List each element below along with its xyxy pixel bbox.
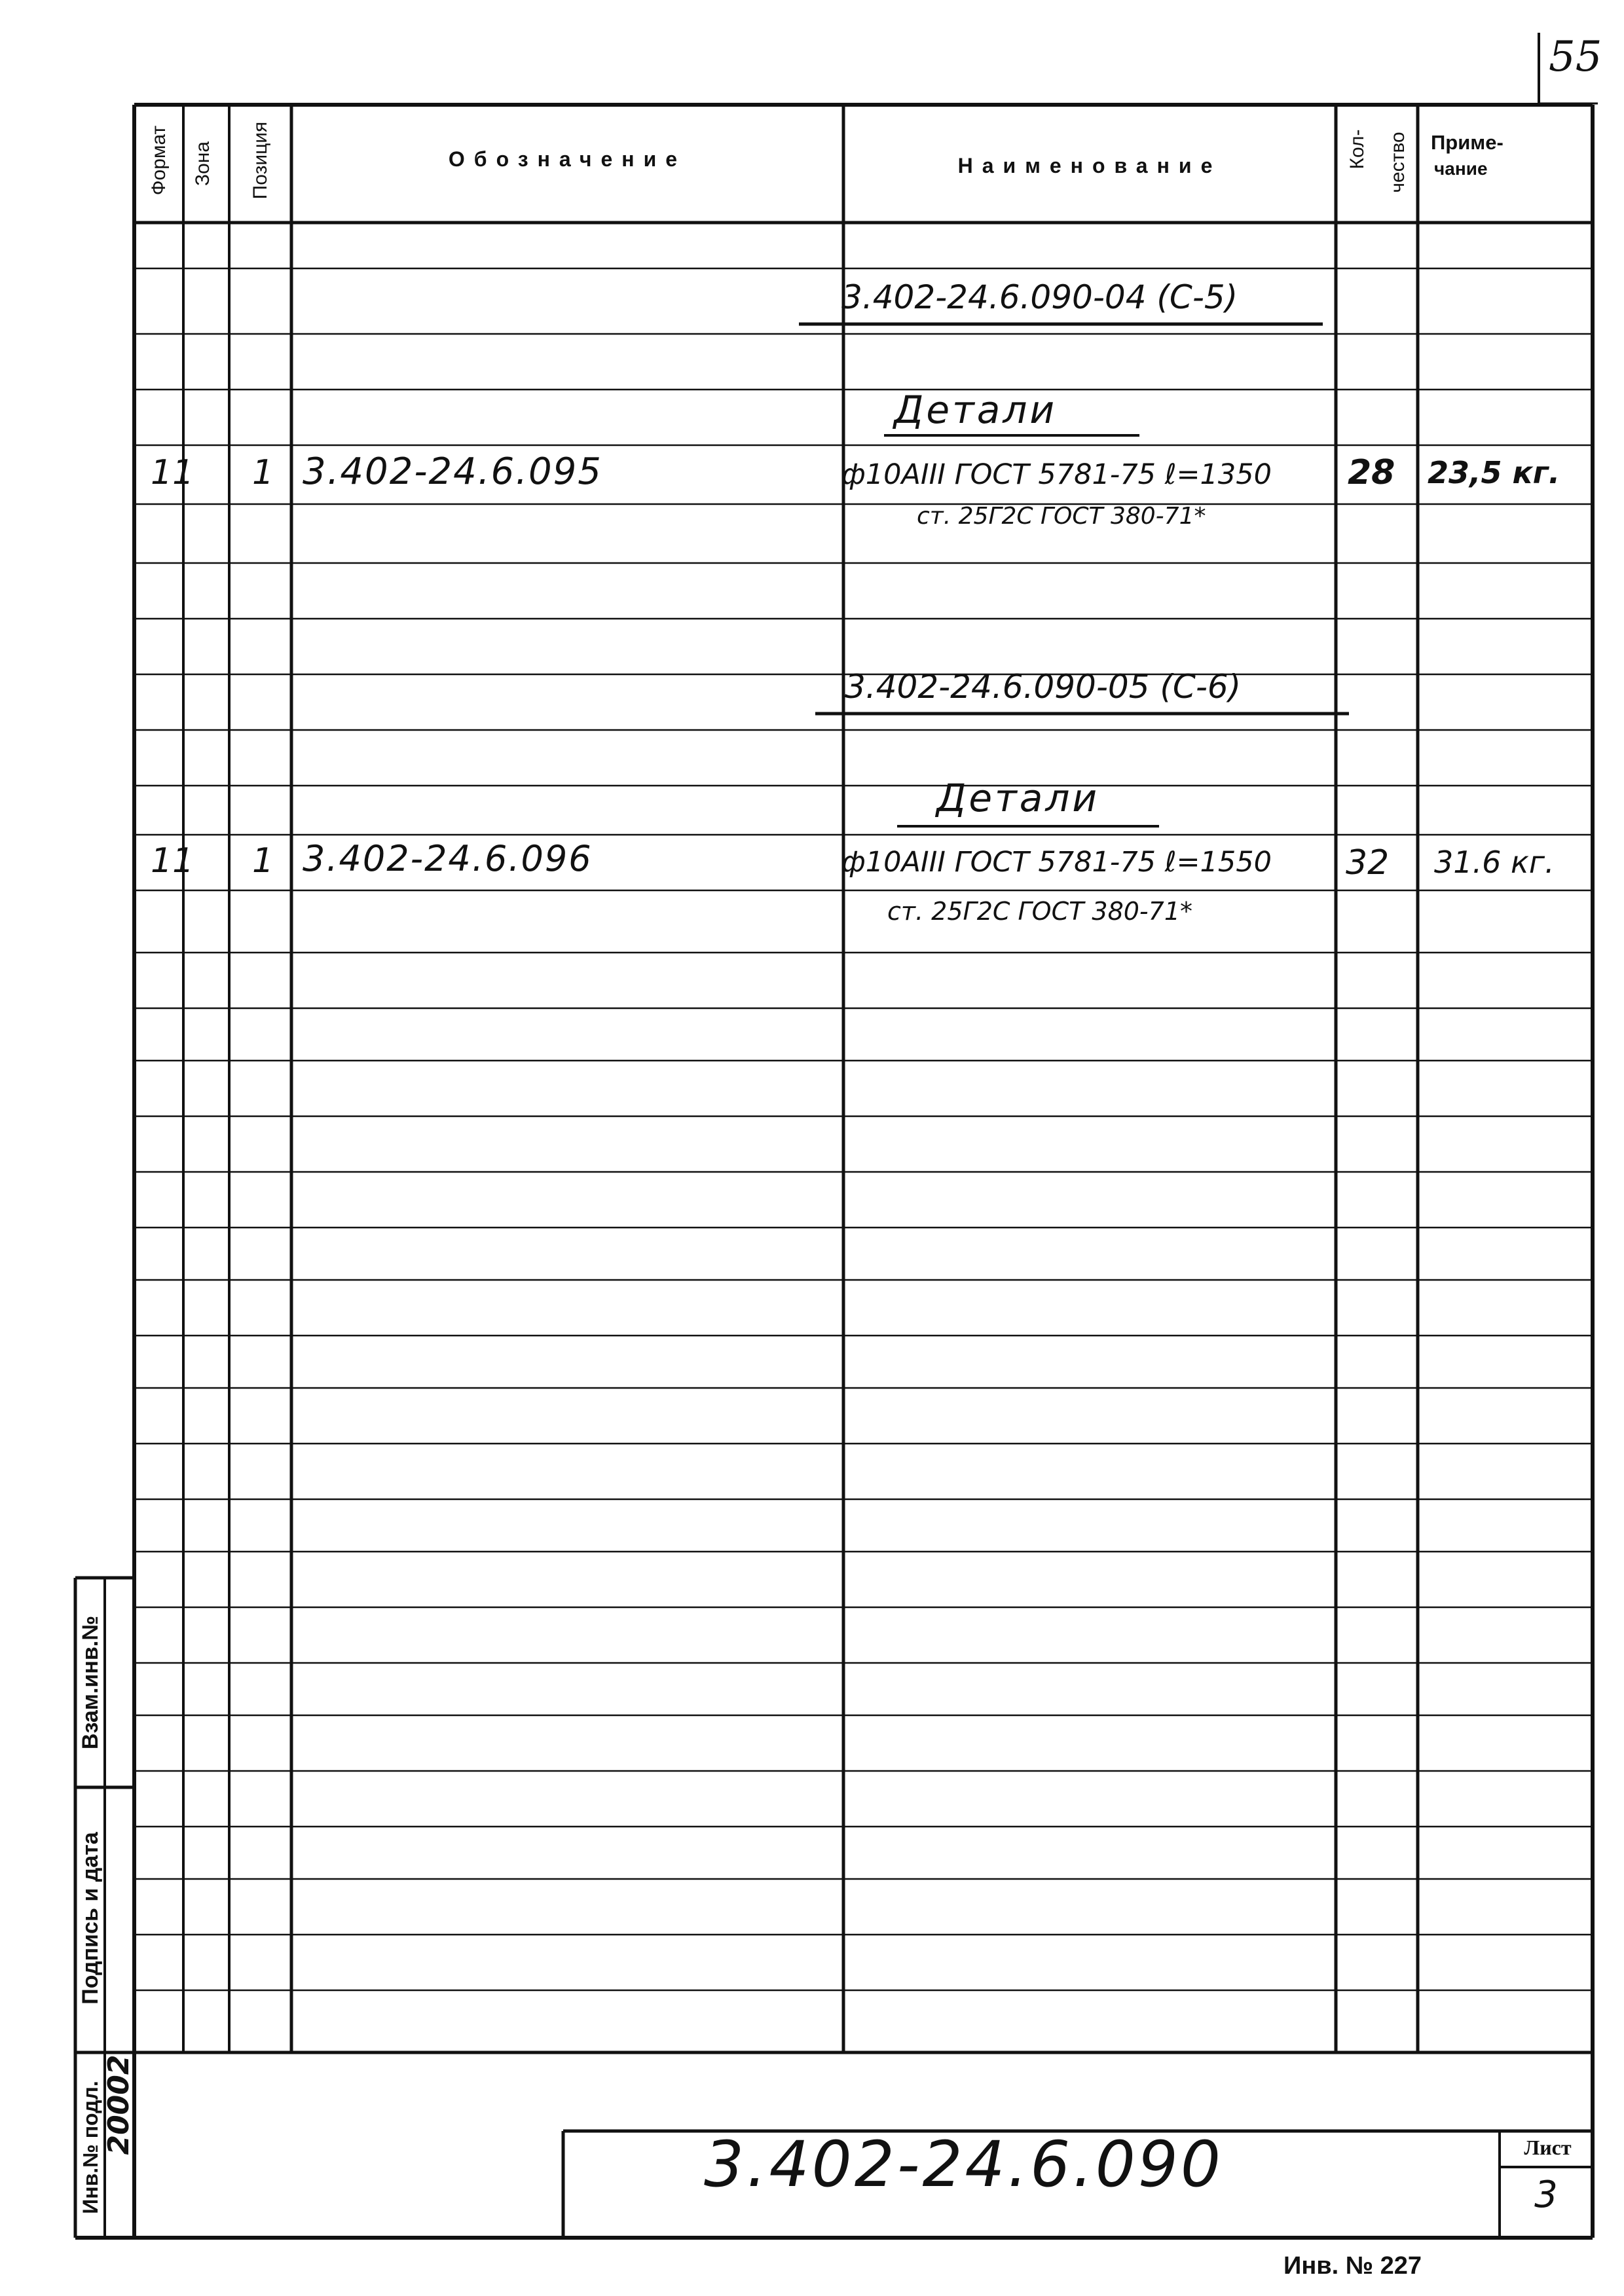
- header-position: Позиция: [249, 121, 271, 200]
- row-1-position: 1: [252, 453, 274, 492]
- assembly-heading-1: 3.402-24.6.090-04 (С-5): [841, 278, 1238, 316]
- row-2-format: 11: [151, 841, 194, 881]
- sheet-number: 3: [1534, 2174, 1558, 2216]
- row-2-position: 1: [252, 841, 274, 881]
- header-quantity-line1: Кол-: [1346, 129, 1368, 170]
- row-2-name-line1: ф10АIII ГОСТ 5781-75 ℓ=1550: [841, 846, 1272, 879]
- stamp-orig-inv-value: 20002: [102, 2054, 136, 2155]
- stamp-signature-date: Подпись и дата: [78, 1832, 103, 2005]
- inventory-note: Инв. № 227: [1283, 2252, 1422, 2280]
- subheading-details-2: Детали: [936, 776, 1100, 820]
- row-1-note: 23,5 кг.: [1428, 455, 1560, 490]
- page-number: 55: [1549, 33, 1602, 81]
- row-2-designation: 3.402-24.6.096: [303, 838, 593, 879]
- header-zone: Зона: [192, 141, 213, 187]
- row-1-quantity: 28: [1348, 453, 1395, 492]
- assembly-heading-2: 3.402-24.6.090-05 (С-6): [845, 668, 1242, 706]
- header-note-line2: чание: [1434, 158, 1488, 179]
- row-1-designation: 3.402-24.6.095: [303, 450, 602, 493]
- row-1-name-line2: ст. 25Г2С ГОСТ 380-71*: [917, 503, 1206, 530]
- header-name: Наименование: [957, 154, 1222, 177]
- stamp-orig-inv: Инв.№ подл.: [79, 2081, 102, 2214]
- header-note-line1: Приме-: [1431, 131, 1504, 154]
- row-2-name-line2: ст. 25Г2С ГОСТ 380-71*: [887, 897, 1193, 926]
- row-2-quantity: 32: [1346, 843, 1390, 883]
- row-1-format: 11: [151, 453, 194, 492]
- header-format: Формат: [148, 125, 170, 196]
- document-code: 3.402-24.6.090: [704, 2128, 1223, 2201]
- header-designation: Обозначение: [448, 147, 687, 171]
- stamp-replaced-inv: Взам.инв.№: [78, 1615, 103, 1750]
- header-quantity-line2: чество: [1387, 132, 1409, 193]
- sheet-label: Лист: [1524, 2136, 1572, 2159]
- row-2-note: 31.6 кг.: [1434, 845, 1555, 880]
- subheading-details-1: Детали: [894, 388, 1058, 432]
- row-1-name-line1: ф10АIII ГОСТ 5781-75 ℓ=1350: [841, 458, 1272, 491]
